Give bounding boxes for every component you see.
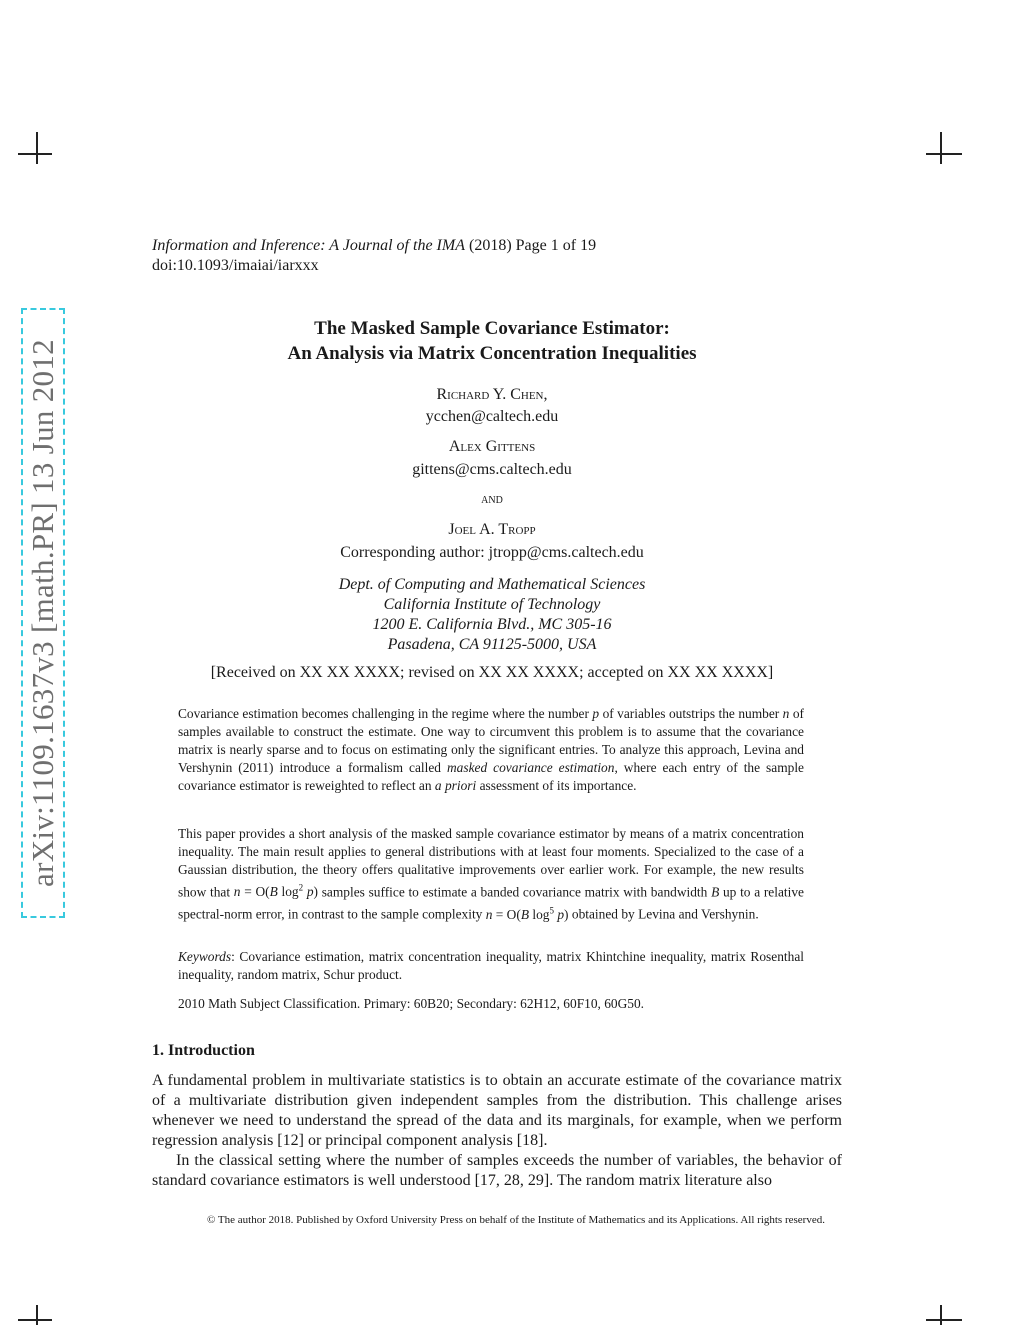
abstract-paragraph-1: Covariance estimation becomes challenging in the regime where the number p of variables outstrips the number n of samples available to construct the estimate. One way to circumvent this problem is to assume that the covariance matrix is nearly sparse and to focus on estimating only the significant entries. To analyze this approach, Levina and Vershynin (2011) introduce a formalism called masked covariance estimation, where each entry of the sample covariance estimator is reweighted to reflect an a priori assessment of its importance.: [178, 706, 804, 793]
arxiv-stamp[interactable]: arXiv:1109.1637v3 [math.PR] 13 Jun 2012: [21, 308, 65, 918]
crop-mark-bottom-left-h: [18, 1319, 52, 1321]
affiliation-line-2: California Institute of Technology: [383, 596, 601, 613]
formula-1: n = O(B $\log^2 p$): [233, 883, 318, 900]
math-n: n: [782, 706, 790, 721]
title-line-1: The Masked Sample Covariance Estimator:: [314, 318, 670, 339]
formula-2: n = O(B $\log^5 p$): [485, 905, 569, 922]
abstract-2: [178, 825, 804, 924]
author-name-1: Richard Y. Chen,: [436, 386, 548, 403]
crop-mark-top-left-v: [36, 132, 38, 164]
msc-classification: 2010 Math Subject Classification. Primary: 60B20; Secondary: 62H12, 60F10, 60G50.: [178, 996, 645, 1011]
crop-mark-top-right-h: [926, 153, 962, 155]
affiliation: [176, 575, 808, 655]
crop-mark-top-left-h: [18, 153, 52, 155]
author-email-1[interactable]: ycchen@caltech.edu: [425, 408, 559, 425]
section-heading: 1. Introduction: [152, 1042, 255, 1059]
journal-page-info: (2018) Page 1 of 19: [468, 237, 597, 254]
math-B: B: [711, 884, 720, 900]
journal-header: [152, 236, 596, 276]
intro-text: [152, 1071, 842, 1191]
copyright-footer: © The author 2018. Published by Oxford University Press on behalf of the Institute of Mathematics and its Applications. All rights reserved.: [207, 1214, 825, 1226]
keywords-list: : Covariance estimation, matrix concentration inequality, matrix Khintchine inequality, matrix Rosenthal inequality, random matrix, Schur product.: [178, 949, 804, 982]
paper-title: [176, 316, 808, 366]
crop-mark-bottom-right-v: [940, 1305, 942, 1325]
author-name-2: Alex Gittens: [448, 438, 536, 455]
crop-mark-bottom-left-v: [36, 1305, 38, 1325]
author-email-3[interactable]: Corresponding author: jtropp@cms.caltech.edu: [340, 544, 644, 561]
crop-mark-bottom-right-h: [926, 1319, 962, 1321]
abstract: [178, 705, 804, 795]
math-p: p: [592, 706, 600, 721]
author-name-3: Joel A. Tropp: [448, 521, 536, 538]
author-email-2[interactable]: gittens@cms.caltech.edu: [412, 461, 572, 478]
and-separator: and: [481, 492, 503, 507]
journal-name: Information and Inference: A Journal of the IMA: [152, 237, 465, 254]
affiliation-line-4: Pasadena, CA 91125-5000, USA: [387, 636, 597, 653]
intro-paragraph-2: In the classical setting where the number of samples exceeds the number of variables, the behavior of standard covariance estimators is well understood [17, 28, 29]. The random matrix literature also: [152, 1152, 842, 1189]
keywords: [178, 948, 804, 984]
title-line-2: An Analysis via Matrix Concentration Inequalities: [287, 343, 697, 364]
received-dates: [Received on XX XX XXXX; revised on XX XX XXXX; accepted on XX XX XXXX]: [210, 664, 774, 681]
intro-paragraph-1: A fundamental problem in multivariate statistics is to obtain an accurate estimate of the covariance matrix of a multivariate distribution given independent samples from the distribution. This challenge arises whenever we need to understand the spread of the data and its marginals, for example, when we perform regression analysis [12] or principal component analysis [18].: [152, 1072, 842, 1149]
crop-mark-top-right-v: [940, 132, 942, 164]
abstract-paragraph-2: This paper provides a short analysis of the masked sample covariance estimator by means of a matrix concentration inequality. The main result applies to general distributions with at least four moments. Specialized to the case of a Gaussian distribution, the theory offers qualitative improvements over earlier work. For example, the new results show that n = O(B $\log^2 p$) samples suffice to estimate a banded covariance matrix with bandwidth B up to a relative spectral-norm error, in contrast to the sample complexity n = O(B $\log^5 p$) obtained by Levina and Vershynin.: [178, 826, 804, 922]
affiliation-line-1: Dept. of Computing and Mathematical Sciences: [338, 576, 646, 593]
affiliation-line-3: 1200 E. California Blvd., MC 305-16: [372, 616, 612, 633]
doi[interactable]: doi:10.1093/imaiai/iarxxx: [152, 257, 319, 274]
keywords-label: Keywords: [178, 949, 232, 964]
